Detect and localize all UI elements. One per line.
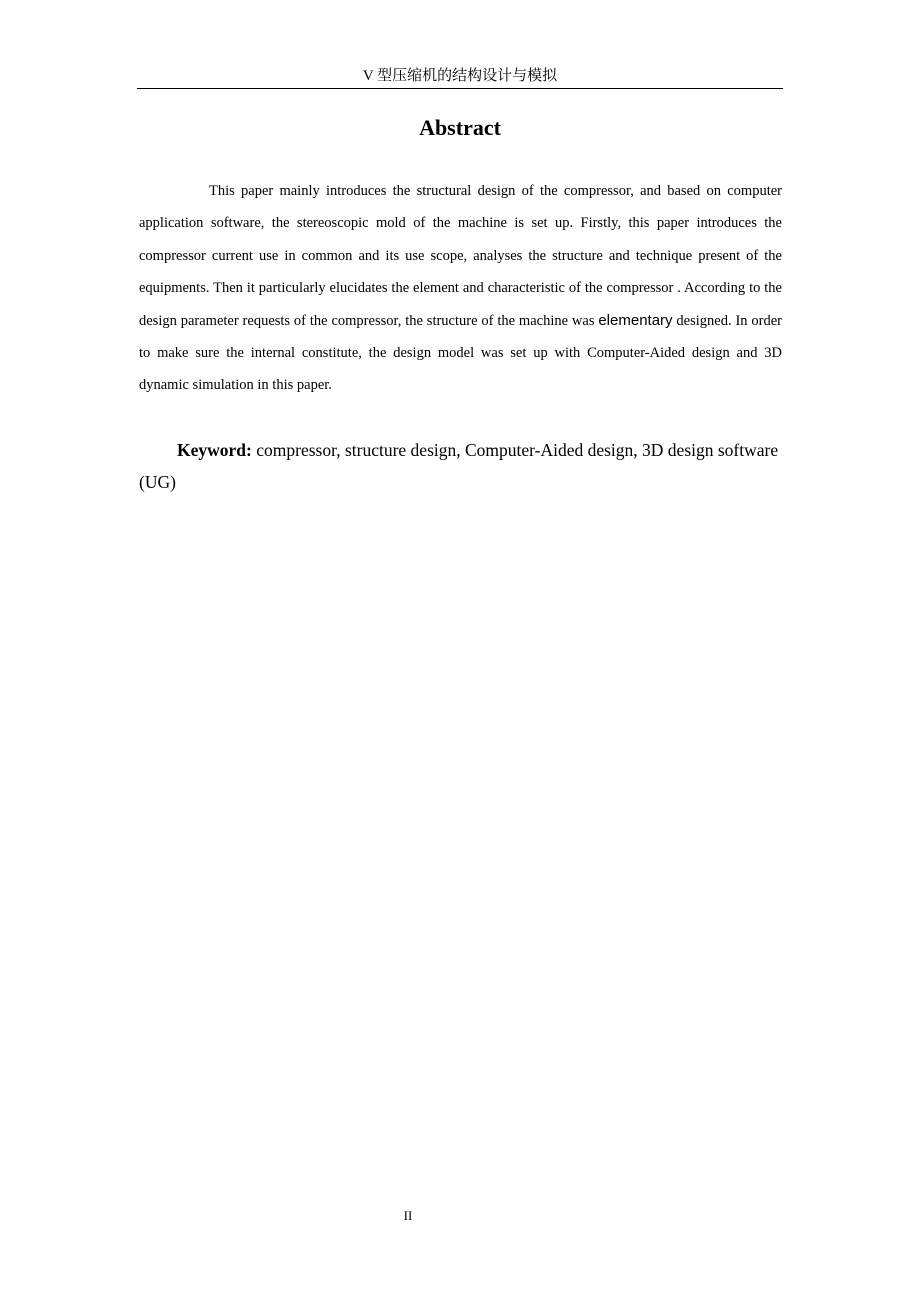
- keywords-text: compressor, structure design, Computer-Aided design, 3D design software (UG): [139, 440, 779, 492]
- header-divider: [137, 88, 783, 89]
- abstract-text-part-1: This paper mainly introduces the structural design of the compressor, and based on computer application software, the stereoscopic mold of the machine is set up. Firstly, this paper introduces the compressor current use in common and its use scope, analyses the structure and technique present of the equipments. Then it particularly elucidates the element and characteristic of the compressor . According to the design parameter requests of the compressor, the structure of the machine was: [139, 183, 782, 329]
- keywords-label: Keyword:: [177, 440, 252, 460]
- keywords-line: [139, 434, 782, 498]
- abstract-title: Abstract: [419, 115, 501, 140]
- abstract-text-part-2: designed. In order to make sure the internal constitute, the design model was set up with Computer-Aided design and 3D dynamic simulation in this paper.: [139, 312, 782, 394]
- abstract-emphasis-word: elementary: [598, 311, 673, 329]
- page-number: II: [403, 1208, 413, 1223]
- abstract-paragraph: [139, 175, 782, 402]
- running-header: V 型压缩机的结构设计与模拟: [362, 68, 558, 84]
